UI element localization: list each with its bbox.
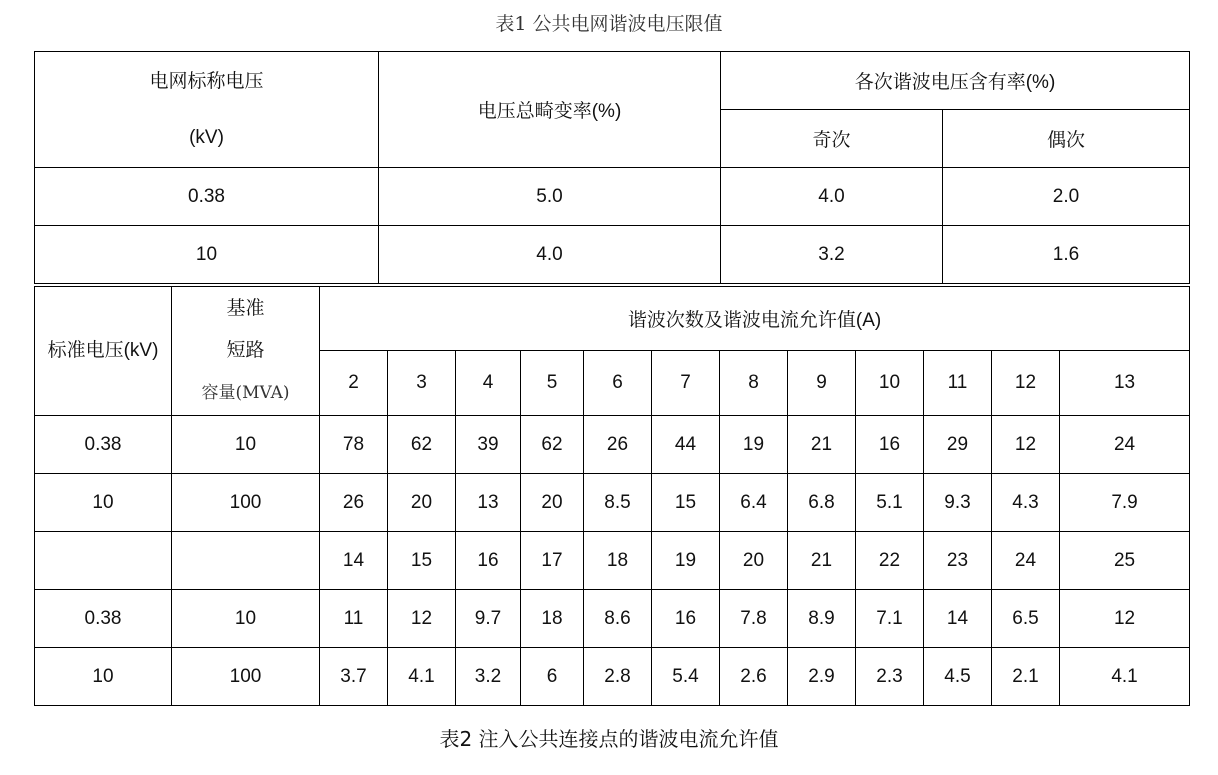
cell-current-value: 3.7 [320, 648, 388, 706]
cell-odd: 4.0 [721, 168, 943, 226]
cell-current-value: 78 [320, 416, 388, 474]
harmonic-order-cell: 4 [456, 351, 521, 416]
cell-odd: 3.2 [721, 226, 943, 284]
base-capacity-header [172, 287, 320, 416]
cell-thd: 5.0 [379, 168, 721, 226]
harmonic-order-cell: 5 [521, 351, 584, 416]
cell-current-value: 7.1 [856, 590, 924, 648]
cell-current-value: 5.1 [856, 474, 924, 532]
cell-current-value: 29 [924, 416, 992, 474]
harmonic-content-header: 各次谐波电压含有率(%) [721, 52, 1190, 110]
cell-capacity: 100 [172, 474, 320, 532]
cell-even: 1.6 [943, 226, 1190, 284]
base-capacity-line2: 短路 [226, 340, 265, 361]
cell-current-value: 21 [788, 416, 856, 474]
table2-caption: 表2 注入公共连接点的谐波电流允许值 [439, 727, 779, 751]
cell-capacity: 10 [172, 416, 320, 474]
cell-current-value: 4.3 [992, 474, 1060, 532]
harmonic-order-cell: 17 [521, 532, 584, 590]
harmonic-order-cell: 19 [652, 532, 720, 590]
cell-current-value: 12 [388, 590, 456, 648]
cell-current-value: 18 [521, 590, 584, 648]
cell-current-value: 2.8 [584, 648, 652, 706]
cell-current-value: 8.6 [584, 590, 652, 648]
harmonic-voltage-limits-table [34, 51, 1190, 284]
nominal-voltage-header-line1: 电网标称电压 [149, 70, 264, 92]
cell-current-value: 2.1 [992, 648, 1060, 706]
thd-header: 电压总畸变率(%) [379, 52, 721, 168]
harmonic-order-cell: 13 [1060, 351, 1190, 416]
cell-current-value: 11 [320, 590, 388, 648]
cell-current-value: 8.9 [788, 590, 856, 648]
harmonic-order-cell: 7 [652, 351, 720, 416]
base-capacity-line1: 基准 [226, 298, 265, 319]
cell-current-value: 4.1 [388, 648, 456, 706]
nominal-voltage-header [35, 52, 379, 168]
cell-current-value: 39 [456, 416, 521, 474]
cell-current-value: 9.7 [456, 590, 521, 648]
table-row [35, 648, 1190, 706]
harmonic-order-cell: 21 [788, 532, 856, 590]
harmonic-order-cell: 15 [388, 532, 456, 590]
cell-current-value: 4.5 [924, 648, 992, 706]
harmonic-order-cell: 8 [720, 351, 788, 416]
cell-current-value: 26 [320, 474, 388, 532]
harmonic-order-cell: 11 [924, 351, 992, 416]
cell-voltage: 10 [35, 648, 172, 706]
harmonic-order-cell: 23 [924, 532, 992, 590]
harmonic-orders-header: 谐波次数及谐波电流允许值(A) [320, 287, 1190, 351]
harmonic-order-cell: 2 [320, 351, 388, 416]
harmonic-order-cell: 22 [856, 532, 924, 590]
harmonic-order-cell: 9 [788, 351, 856, 416]
cell-current-value: 2.3 [856, 648, 924, 706]
table1-header-row-1 [35, 52, 1190, 110]
cell-current-value: 16 [652, 590, 720, 648]
cell-current-value: 19 [720, 416, 788, 474]
standard-voltage-header: 标准电压(kV) [35, 287, 172, 416]
base-capacity-line3: 容量(MVA) [201, 383, 290, 403]
cell-current-value: 6.8 [788, 474, 856, 532]
even-header: 偶次 [943, 110, 1190, 168]
cell-voltage: 0.38 [35, 590, 172, 648]
cell-current-value: 20 [388, 474, 456, 532]
harmonic-order-row [35, 532, 1190, 590]
harmonic-order-cell: 3 [388, 351, 456, 416]
cell-current-value: 6.5 [992, 590, 1060, 648]
table-row [35, 168, 1190, 226]
cell-thd: 4.0 [379, 226, 721, 284]
cell-current-value: 2.9 [788, 648, 856, 706]
cell-current-value: 16 [856, 416, 924, 474]
cell-capacity: 100 [172, 648, 320, 706]
cell-current-value: 7.9 [1060, 474, 1190, 532]
cell-capacity: 10 [172, 590, 320, 648]
cell-current-value: 26 [584, 416, 652, 474]
cell-even: 2.0 [943, 168, 1190, 226]
harmonic-order-cell: 12 [992, 351, 1060, 416]
cell-current-value: 9.3 [924, 474, 992, 532]
cell-voltage: 10 [35, 474, 172, 532]
cell-current-value: 7.8 [720, 590, 788, 648]
cell-current-value: 62 [388, 416, 456, 474]
cell-current-value: 2.6 [720, 648, 788, 706]
cell-voltage: 0.38 [35, 168, 379, 226]
harmonic-order-cell: 14 [320, 532, 388, 590]
harmonic-order-cell: 6 [584, 351, 652, 416]
cell-current-value: 24 [1060, 416, 1190, 474]
cell-voltage: 0.38 [35, 416, 172, 474]
table-row [35, 590, 1190, 648]
table-row [35, 474, 1190, 532]
cell-current-value: 5.4 [652, 648, 720, 706]
cell-current-value: 12 [1060, 590, 1190, 648]
harmonic-order-cell: 10 [856, 351, 924, 416]
odd-header: 奇次 [721, 110, 943, 168]
table-row [35, 416, 1190, 474]
cell-current-value: 3.2 [456, 648, 521, 706]
cell-current-value: 6 [521, 648, 584, 706]
empty-capacity-cell [172, 532, 320, 590]
cell-current-value: 13 [456, 474, 521, 532]
cell-current-value: 15 [652, 474, 720, 532]
cell-current-value: 12 [992, 416, 1060, 474]
cell-current-value: 4.1 [1060, 648, 1190, 706]
harmonic-order-cell: 16 [456, 532, 521, 590]
table-row [35, 226, 1190, 284]
harmonic-order-cell: 20 [720, 532, 788, 590]
harmonic-current-limits-table [34, 286, 1190, 706]
cell-voltage: 10 [35, 226, 379, 284]
cell-current-value: 20 [521, 474, 584, 532]
empty-voltage-cell [35, 532, 172, 590]
table1-caption: 表1 公共电网谐波电压限值 [495, 13, 723, 35]
cell-current-value: 14 [924, 590, 992, 648]
table2-header-row-1 [35, 287, 1190, 351]
cell-current-value: 8.5 [584, 474, 652, 532]
harmonic-order-cell: 25 [1060, 532, 1190, 590]
harmonic-order-cell: 24 [992, 532, 1060, 590]
cell-current-value: 6.4 [720, 474, 788, 532]
harmonic-order-cell: 18 [584, 532, 652, 590]
cell-current-value: 44 [652, 416, 720, 474]
nominal-voltage-header-line2: (kV) [189, 126, 224, 148]
cell-current-value: 62 [521, 416, 584, 474]
